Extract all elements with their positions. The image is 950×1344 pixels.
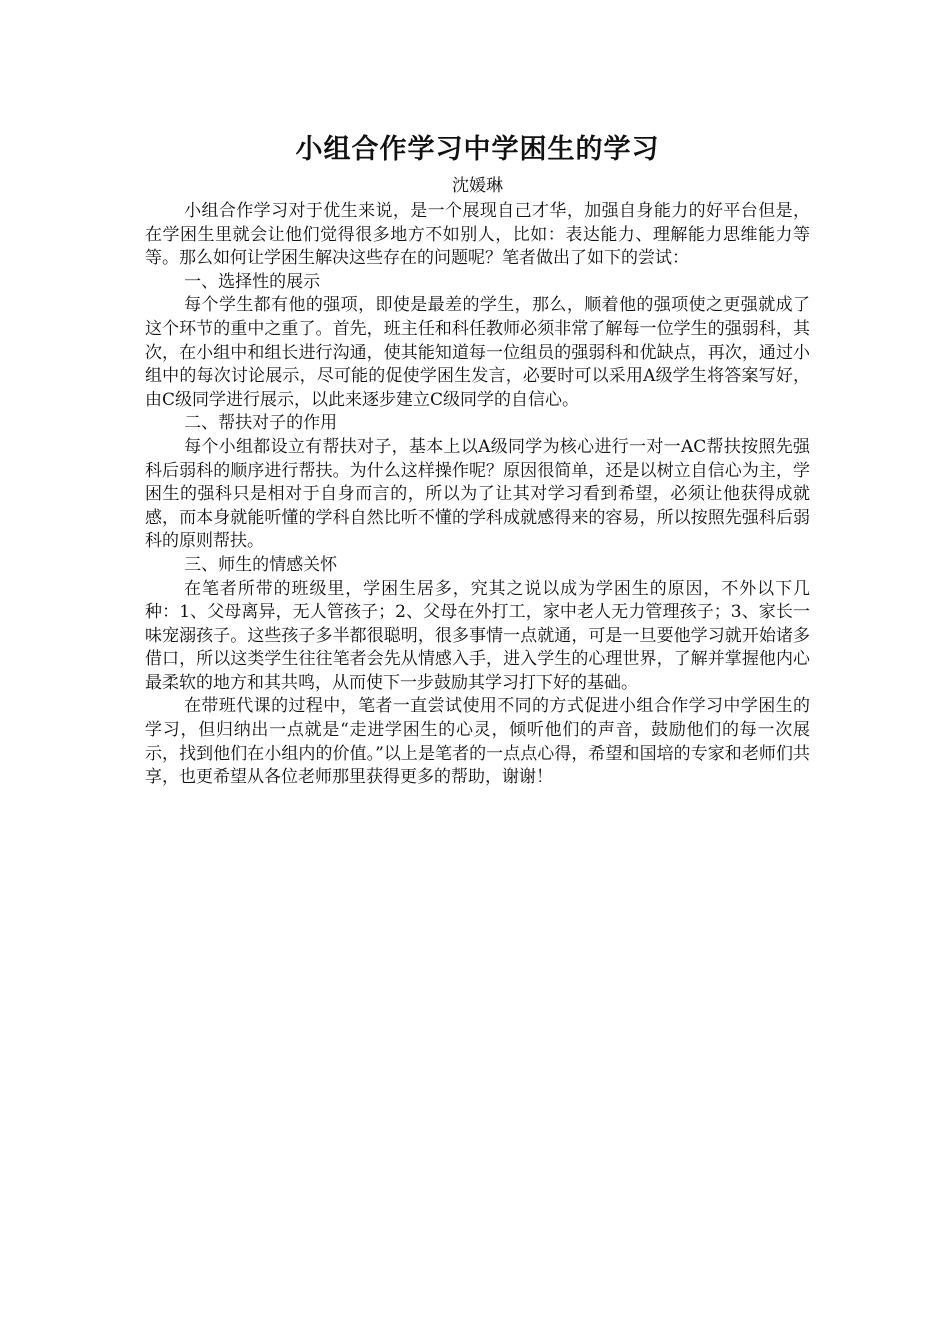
document-author: 沈媛琳	[452, 176, 503, 196]
document-title: 小组合作学习中学困生的学习	[295, 134, 660, 165]
section-heading-3: 三、师生的情感关怀	[184, 554, 338, 575]
intro-paragraph: 小组合作学习对于优生来说，是一个展现自己才华，加强自身能力的好平台但是，在学困生里就会让他们觉得很多地方不如别人，比如：表达能力、理解能力思维能力等等。那么如何让学困生解决这些存在的问题呢？笔者做出了如下的尝试：	[145, 201, 810, 269]
section-body-1: 每个学生都有他的强项，即使是最差的学生，那么，顺着他的强项使之更强就成了这个环节的重中之重了。首先，班主任和科任教师必须非常了解每一位学生的强弱科，其次，在小组中和组长进行沟通，使其能知道每一位组员的强弱科和优缺点，再次，通过小组中的每次讨论展示，尽可能的促使学困生发言，必要时可以采用A级学生将答案写好，由C级同学进行展示，以此来逐步建立C级同学的自信心。	[145, 295, 810, 410]
section-body-2: 每个小组都设立有帮扶对子，基本上以A级同学为核心进行一对一AC帮扶按照先强科后弱科的顺序进行帮扶。为什么这样操作呢？原因很简单，还是以树立自信心为主，学困生的强科只是相对于自身而言的，所以为了让其对学习看到希望，必须让他获得成就感，而本身就能听懂的学科自然比听不懂的学科成就感得来的容易，所以按照先强科后弱科的原则帮扶。	[145, 436, 810, 552]
conclusion-paragraph: 在带班代课的过程中，笔者一直尝试使用不同的方式促进小组合作学习中学困生的学习，但归纳出一点就是“走进学困生的心灵，倾听他们的声音，鼓励他们的每一次展示，找到他们在小组内的价值。”以上是笔者的一点点心得，希望和国培的专家和老师们共享，也更希望从各位老师那里获得更多的帮助，谢谢！	[145, 696, 810, 788]
section-heading-1: 一、选择性的展示	[184, 271, 321, 292]
section-body-3: 在笔者所带的班级里，学困生居多，究其之说以成为学困生的原因，不外以下几种：1、父母离异，无人管孩子；2、父母在外打工，家中老人无力管理孩子；3、家长一味宠溺孩子。这些孩子多半都很聪明，很多事情一点就通，可是一旦要他学习就开始诸多借口，所以这类学生往往笔者会先从情感入手，进入学生的心理世界，了解并掌握他内心最柔软的地方和其共鸣，从而使下一步鼓励其学习打下好的基础。	[145, 578, 810, 693]
document-page	[145, 128, 810, 790]
section-heading-2: 二、帮扶对子的作用	[184, 413, 338, 434]
